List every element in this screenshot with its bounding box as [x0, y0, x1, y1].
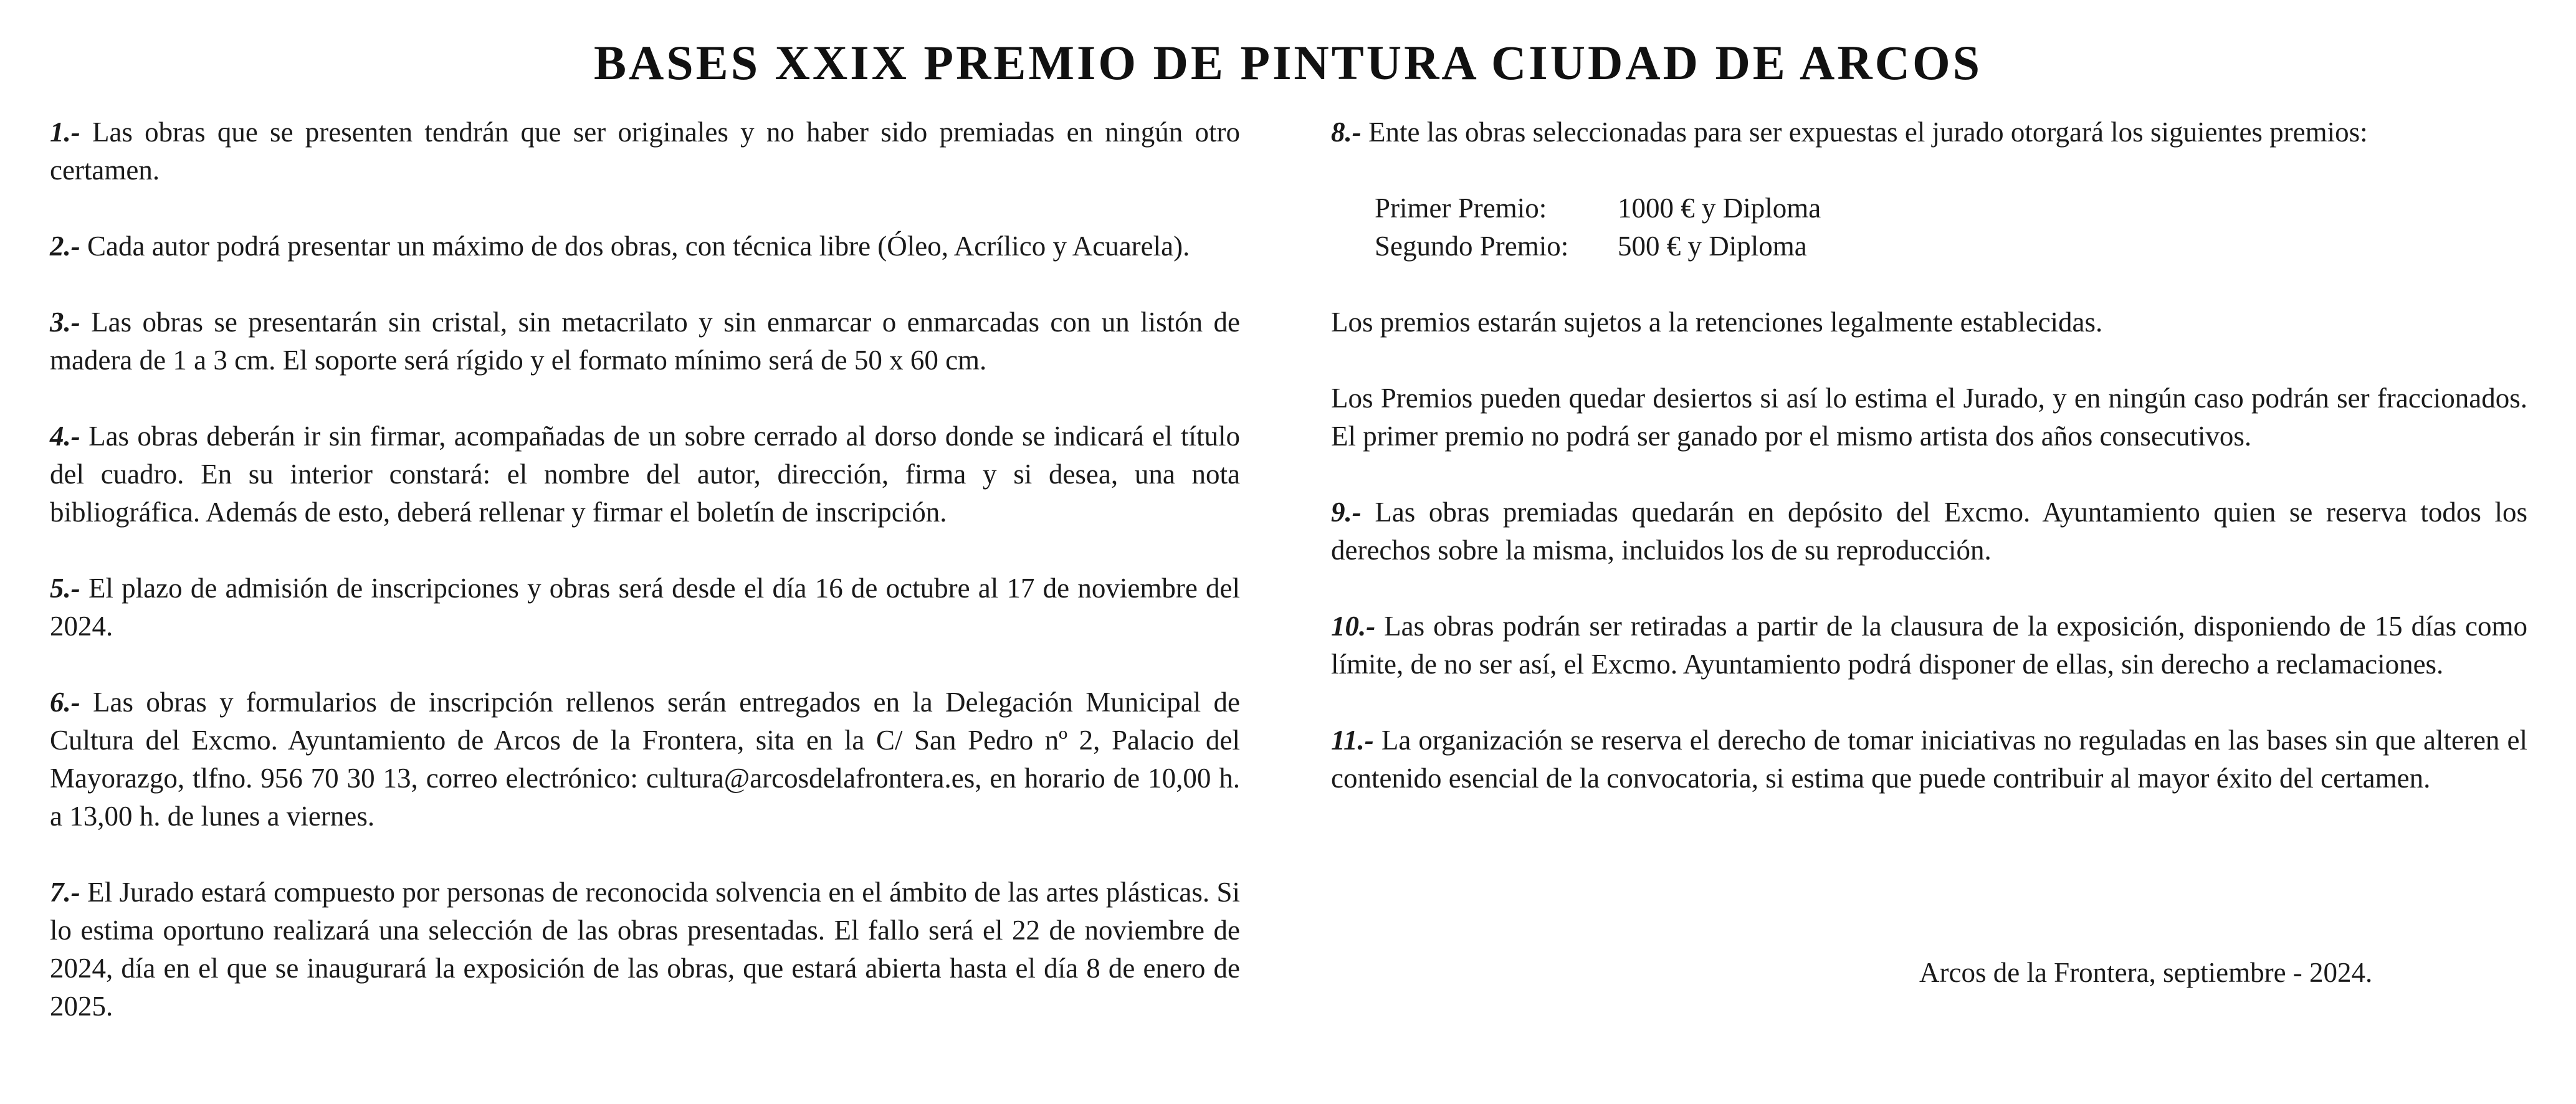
- rule-1: [50, 113, 1240, 189]
- prize-second: [1375, 227, 2527, 265]
- note-desiertos: Los Premios pueden quedar desiertos si así lo estima el Jurado, y en ningún caso podrán ser fraccionados. El primer premio no podrá ser ganado por el mismo artista dos años consecutivos.: [1331, 383, 2527, 452]
- rule-text: Las obras se presentarán sin cristal, sin metacrilato y sin enmarcar o enmarcadas con un listón de madera de 1 a 3 cm. El soporte será rígido y el formato mínimo será de 50 x 60 cm.: [50, 307, 1240, 376]
- rule-2: [50, 227, 1240, 265]
- rule-number: 6.-: [50, 687, 80, 718]
- prize-amount: 500 € y Diploma: [1618, 231, 1807, 262]
- rule-9: [1331, 493, 2527, 569]
- rule-text: Las obras podrán ser retiradas a partir de la clausura de la exposición, disponiendo de 15 días como límite, de no ser así, el Excmo. Ayuntamiento podrá disponer de ellas, sin derecho a reclamaciones.: [1331, 611, 2527, 680]
- rule-number: 5.-: [50, 573, 80, 604]
- rule-text: Cada autor podrá presentar un máximo de dos obras, con técnica libre (Óleo, Acrílico y Acuarela).: [80, 231, 1190, 262]
- rule-number: 10.-: [1331, 611, 1376, 642]
- rule-6: [50, 683, 1240, 835]
- note-retenciones: Los premios estarán sujetos a la retenciones legalmente establecidas.: [1331, 307, 2103, 338]
- prize-first: [1375, 189, 2527, 227]
- rule-7: [50, 873, 1240, 1025]
- rule-number: 4.-: [50, 421, 80, 452]
- right-column: [1331, 113, 2527, 835]
- document-title: BASES XXIX PREMIO DE PINTURA CIUDAD DE ARCOS: [593, 36, 1983, 90]
- rule-text: Las obras que se presenten tendrán que ser originales y no haber sido premiadas en ningún otro certamen.: [50, 117, 1240, 186]
- rule-number: 2.-: [50, 231, 80, 262]
- rule-number: 11.-: [1331, 725, 1374, 756]
- rule-text: Ente las obras seleccionadas para ser expuestas el jurado otorgará los siguientes premios:: [1361, 117, 2368, 148]
- rule-text: La organización se reserva el derecho de tomar iniciativas no reguladas en las bases sin que alteren el contenido esencial de la convocatoria, si estima que puede contribuir al mayor éxito del certamen.: [1331, 725, 2527, 794]
- place-date-signature: Arcos de la Frontera, septiembre - 2024.: [1919, 957, 2373, 988]
- rule-8: [1331, 113, 2527, 151]
- prize-list: [1375, 189, 2527, 265]
- rule-number: 7.-: [50, 877, 80, 908]
- rule-text: El plazo de admisión de inscripciones y obras será desde el día 16 de octubre al 17 de noviembre del 2024.: [50, 573, 1240, 642]
- prize-amount: 1000 € y Diploma: [1618, 193, 1821, 224]
- rule-4: [50, 417, 1240, 531]
- rule-text: El Jurado estará compuesto por personas de reconocida solvencia en el ámbito de las artes plásticas. Si lo estima oportuno realizará una selección de las obras presentadas. El fallo será el 22 de noviembre de 2024, día en el que se inaugurará la exposición de las obras, que estará abierta hasta el día 8 de enero de 2025.: [50, 877, 1240, 1022]
- prize-name: Segundo Premio:: [1375, 231, 1569, 262]
- rule-text: Las obras y formularios de inscripción rellenos serán entregados en la Delegación Municipal de Cultura del Excmo. Ayuntamiento de Arcos de la Frontera, sita en la C/ San Pedro nº 2, Palacio del Mayorazgo, tlfno. 956 70 30 13, correo electrónico: cultura@arcosdelafrontera.es, en horario de 10,00 h. a 13,00 h. de lunes a viernes.: [50, 687, 1240, 832]
- rule-number: 9.-: [1331, 497, 1362, 528]
- rule-text: Las obras premiadas quedarán en depósito del Excmo. Ayuntamiento quien se reserva todos los derechos sobre la misma, incluidos los de su reproducción.: [1331, 497, 2527, 566]
- rule-number: 3.-: [50, 307, 80, 338]
- left-column: [50, 113, 1240, 1064]
- rule-11: [1331, 721, 2527, 797]
- rule-text: Las obras deberán ir sin firmar, acompañadas de un sobre cerrado al dorso donde se indicará el título del cuadro. En su interior constará: el nombre del autor, dirección, firma y si desea, una nota bibliográfica. Además de esto, deberá rellenar y firmar el boletín de inscripción.: [50, 421, 1240, 528]
- rule-10: [1331, 607, 2527, 683]
- rule-3: [50, 303, 1240, 379]
- rule-number: 8.-: [1331, 117, 1362, 148]
- prize-name: Primer Premio:: [1375, 193, 1547, 224]
- rule-number: 1.-: [50, 117, 80, 148]
- rule-5: [50, 569, 1240, 645]
